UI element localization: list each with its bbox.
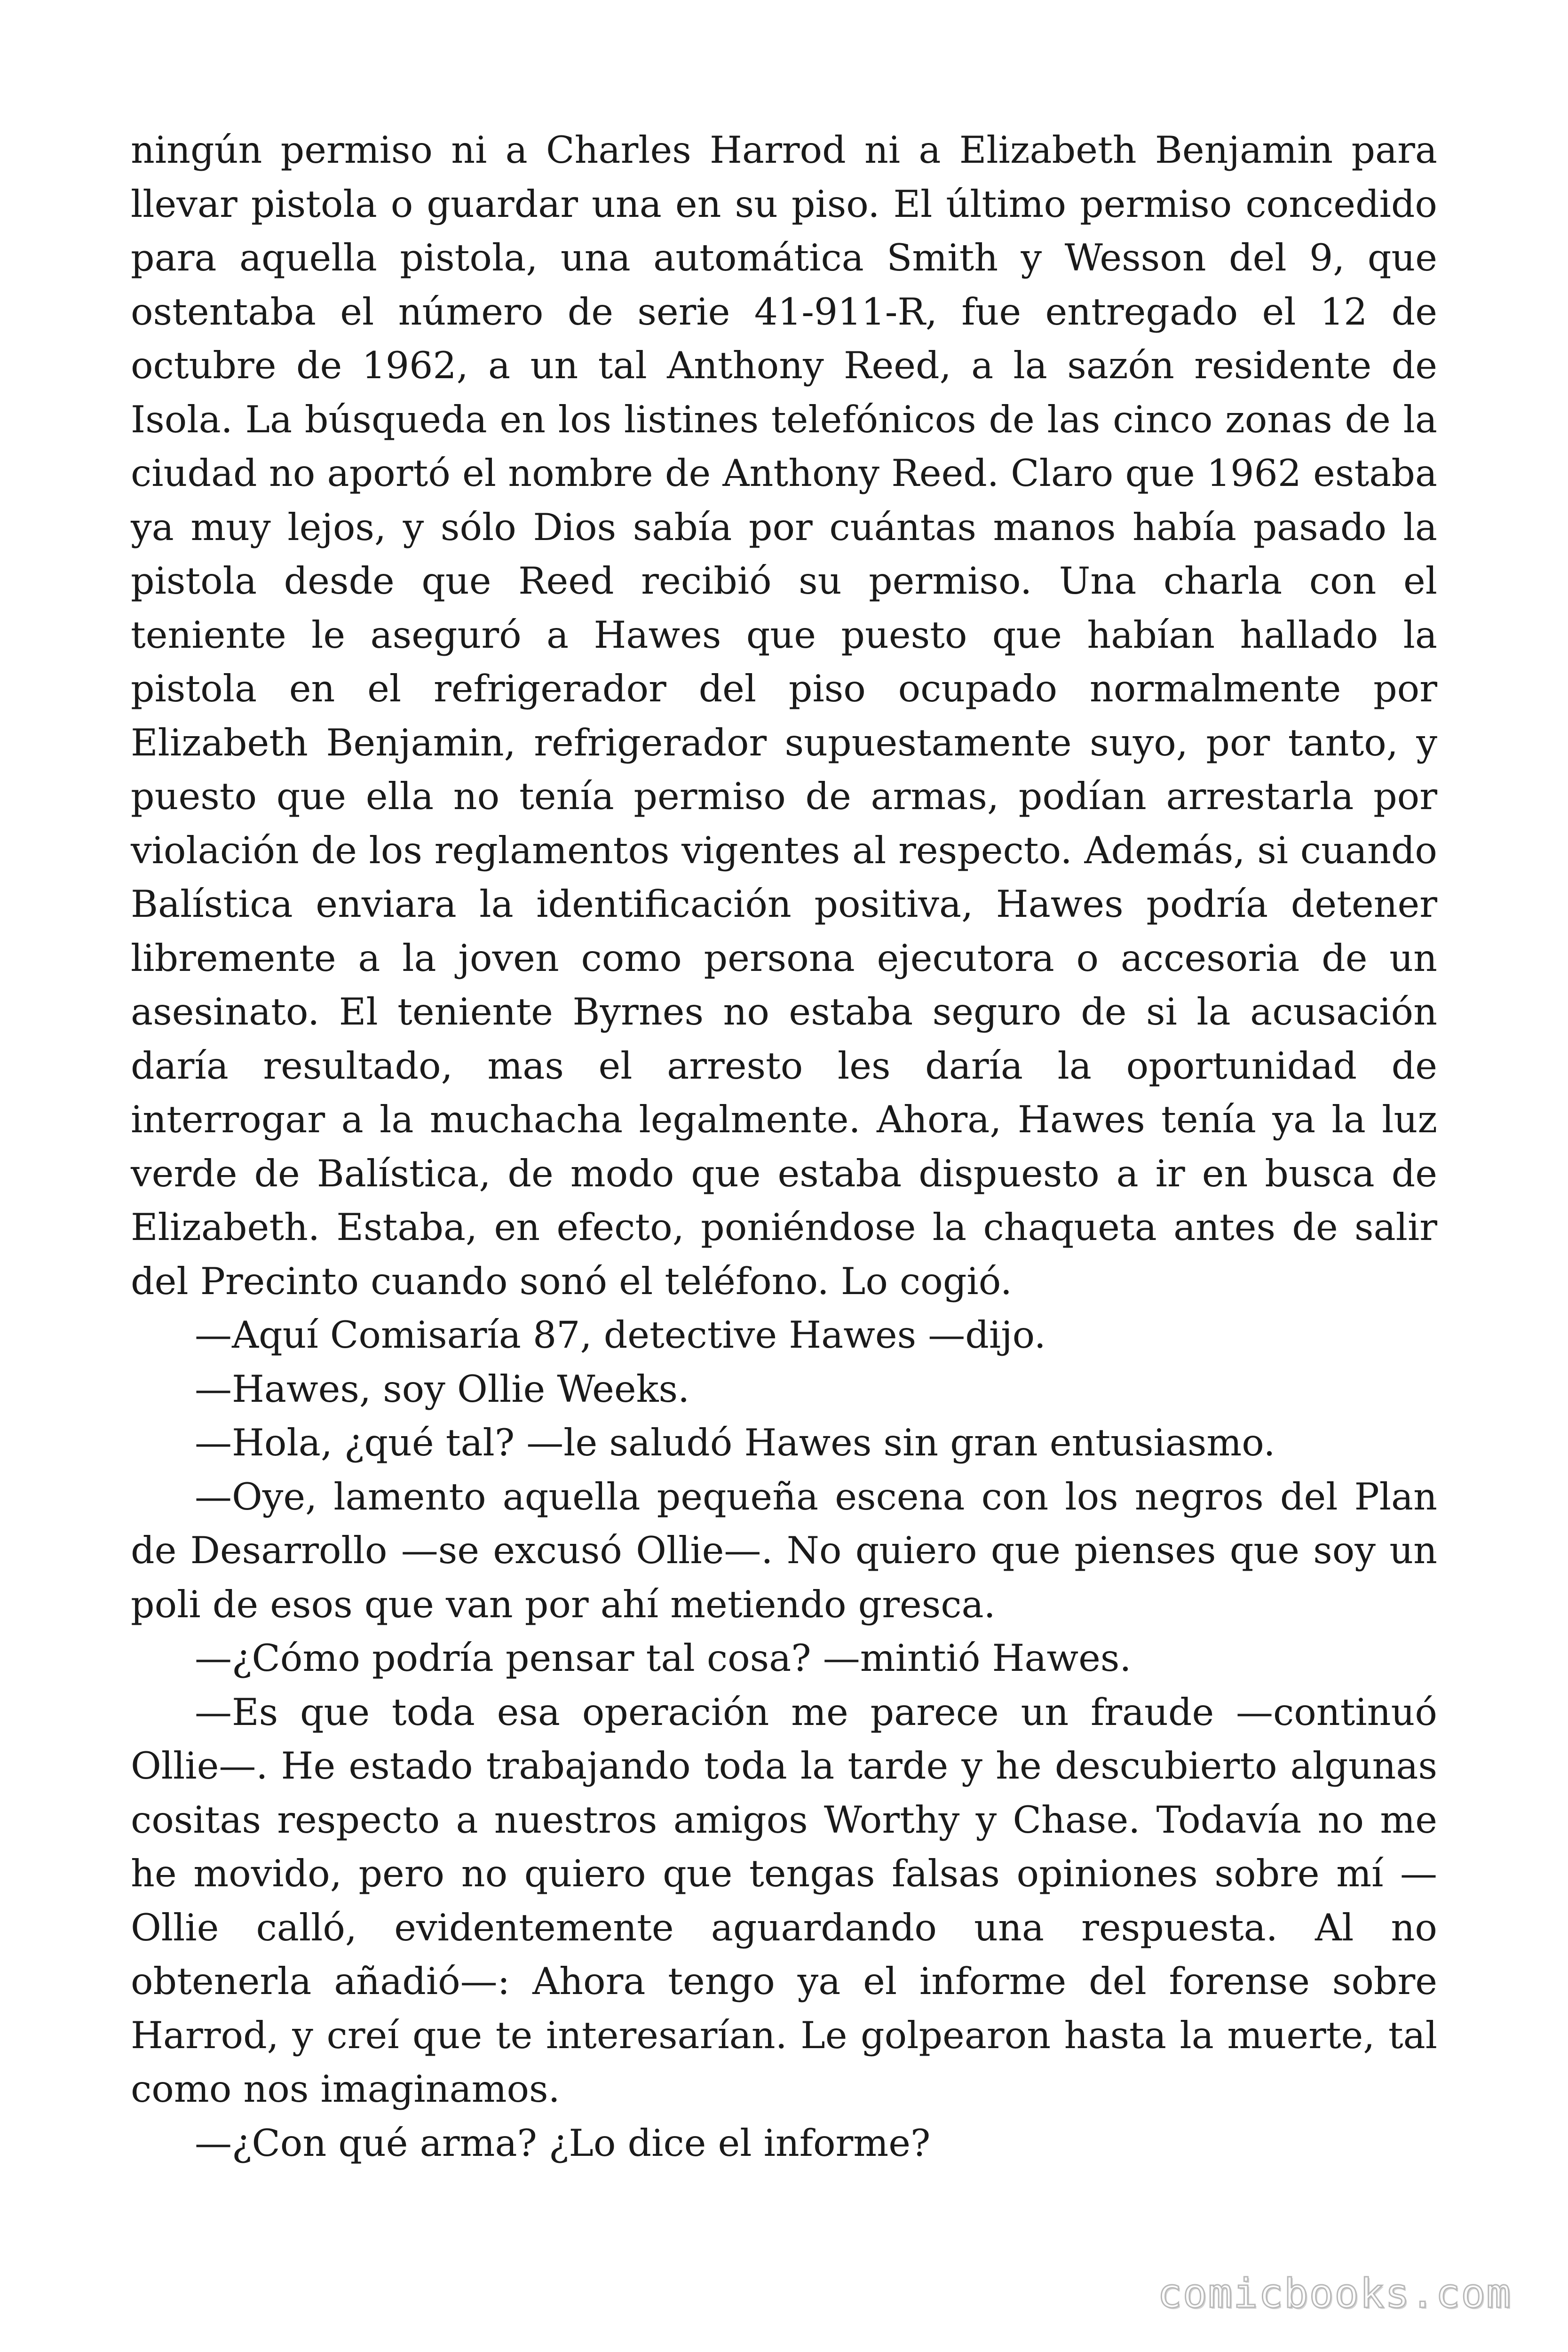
paragraph-7: —Es que toda esa operación me parece un fraude —continuó Ollie—. He estado trabajando toda la tarde y he descubierto algunas cositas respecto a nuestros amigos Worthy y Chase. Todavía no me he movido, pero no quiero que tengas falsas opiniones sobre mí —Ollie calló, evidentemente aguardando una respuesta. Al no obtenerla añadió—: Ahora tengo ya el informe del forense sobre Harrod, y creí que te interesarían. Le golpearon hasta la muerte, tal como nos imaginamos.: [131, 1690, 1437, 2111]
paragraph-1: ningún permiso ni a Charles Harrod ni a Elizabeth Benjamin para llevar pistola o guardar una en su piso. El último permiso concedido para aquella pistola, una automática Smith y Wesson del 9, que ostentaba el número de serie 41-911-R, fue entregado el 12 de octubre de 1962, a un tal Anthony Reed, a la sazón residente de Isola. La búsqueda en los listines telefónicos de las cinco zonas de la ciudad no aportó el nombre de Anthony Reed. Claro que 1962 estaba ya muy lejos, y sólo Dios sabía por cuántas manos había pasado la pistola desde que Reed recibió su permiso. Una charla con el teniente le aseguró a Hawes que puesto que habían hallado la pistola en el refrigerador del piso ocupado normalmente por Elizabeth Benjamin, refrigerador supuestamente suyo, por tanto, y puesto que ella no tenía permiso de armas, podían arrestarla por violación de los reglamentos vigentes al respecto. Además, si cuando Balística enviara la identificación positiva, Hawes podría detener libremente a la joven como persona ejecutora o accesoria de un asesinato. El teniente Byrnes no estaba seguro de si la acusación daría resultado, mas el arresto les daría la oportunidad de interrogar a la muchacha legalmente. Ahora, Hawes tenía ya la luz verde de Balística, de modo que estaba dispuesto a ir en busca de Elizabeth. Estaba, en efecto, poniéndose la chaqueta antes de salir del Precinto cuando sonó el teléfono. Lo cogió.: [131, 128, 1437, 1303]
paragraph-8: —¿Con qué arma? ¿Lo dice el informe?: [195, 2121, 931, 2165]
paragraph-5: —Oye, lamento aquella pequeña escena con los negros del Plan de Desarrollo —se excusó Ollie—. No quiero que pienses que soy un poli de esos que van por ahí metiendo gresca.: [131, 1475, 1437, 1626]
paragraph-6: —¿Cómo podría pensar tal cosa? —mintió Hawes.: [195, 1637, 1132, 1680]
page-body-text: [131, 123, 1437, 2170]
watermark-text: comicbooks.com: [1157, 2270, 1512, 2317]
paragraph-3: —Hawes, soy Ollie Weeks.: [195, 1367, 690, 1411]
paragraph-2: —Aquí Comisaría 87, detective Hawes —dijo.: [195, 1313, 1046, 1357]
paragraph-4: —Hola, ¿qué tal? —le saludó Hawes sin gran entusiasmo.: [195, 1421, 1275, 1464]
